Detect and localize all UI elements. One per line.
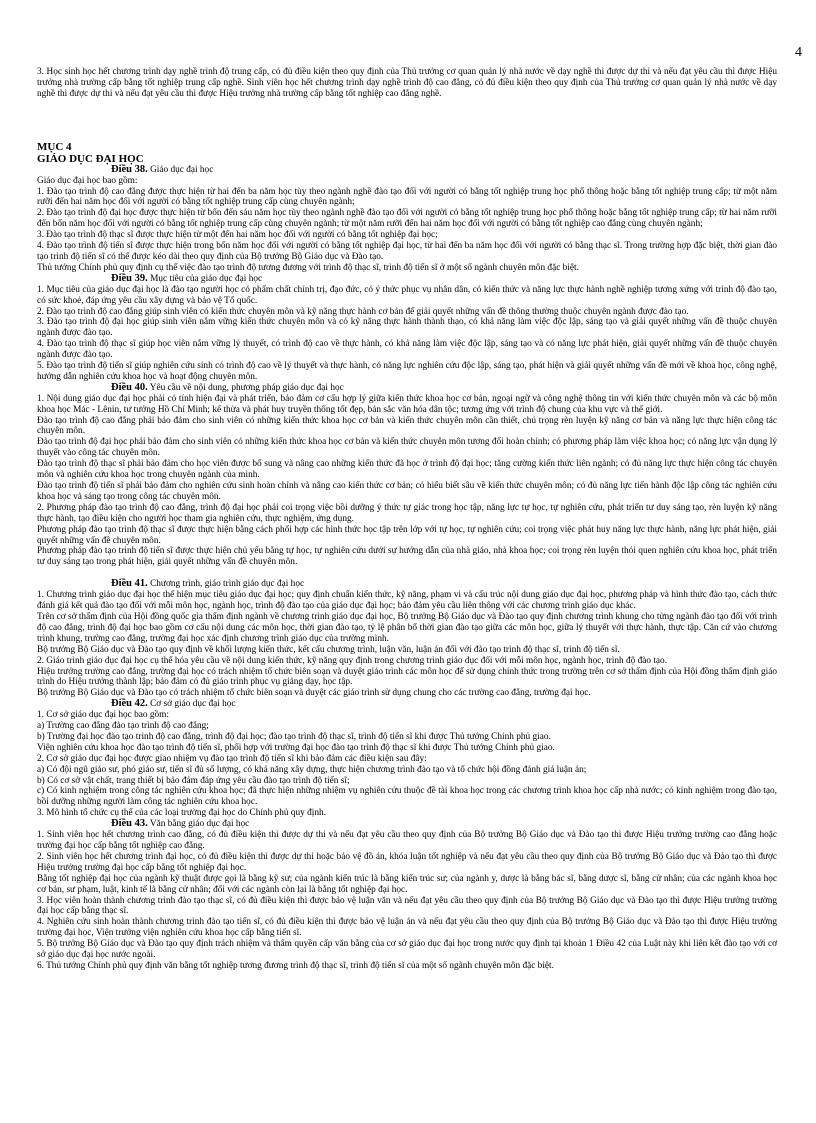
article-43-line: 6. Thủ tướng Chính phủ quy định văn bằng tốt nghiệp tương đương trình độ thạc sĩ, trình độ tiến sĩ của một số ngành chuyên môn đặc biệt.	[37, 960, 554, 971]
article-39-line: 1. Mục tiêu của giáo dục đại học là đào tạo người học có phẩm chất chính trị, đạo đức, có ý thức phục vụ nhân dân, có kiến thức và năng lực thực hành nghề nghiệp tương xứng với trình độ đào tạo, có sức khoẻ, đáp ứng yêu cầu xây dựng và bảo vệ Tổ quốc.	[37, 284, 777, 306]
article-38-line: Thủ tướng Chính phủ quy định cụ thể việc đào tạo trình độ tương đương với trình độ thạc sĩ, trình độ tiến sĩ ở một số ngành chuyên môn đặc biệt.	[37, 262, 579, 273]
section-title: GIÁO DỤC ĐẠI HỌC	[37, 152, 144, 165]
article-38-number: Điều 38.	[111, 163, 148, 175]
article-42-heading	[37, 699, 777, 710]
article-38-line: Giáo dục đại học bao gồm:	[37, 175, 138, 186]
article-38-line: 3. Đào tạo trình độ thạc sĩ được thực hiện từ một đến hai năm học đối với người có bằng tốt nghiệp đại học;	[37, 230, 438, 241]
article-40-number: Điều 40.	[111, 381, 148, 393]
article-41-line: Bộ trưởng Bộ Giáo dục và Đào tạo quy định về khối lượng kiến thức, kết cấu chương trình, luận văn, luận án đối với đào tạo trình độ thạc sĩ, trình độ tiến sĩ.	[37, 644, 620, 655]
article-43-line: 4. Nghiên cứu sinh hoàn thành chương trình đào tạo tiến sĩ, có đủ điều kiện thì được bảo vệ luận án và nếu đạt yêu cầu theo quy định của Bộ trưởng Bộ Giáo dục và Đào tạo thì được Hiệu trưởng trường đại học, Viện trưởng viện nghiên cứu khoa học cấp bằng tiến sĩ.	[37, 917, 777, 939]
article-39-number: Điều 39.	[111, 272, 148, 284]
article-40-title: Yêu cầu về nội dung, phương pháp giáo dục đại học	[147, 382, 344, 393]
article-38-heading	[37, 165, 777, 176]
intro-paragraph: 3. Học sinh học hết chương trình dạy nghề trình độ trung cấp, có đủ điều kiện theo quy định của Thủ trưởng cơ quan quản lý nhà nước về dạy nghề thì được dự thi và nếu đạt yêu cầu thì được Hiệu trưởng nhà trường cấp bằng tốt nghiệp trung cấp nghề. Sinh viên học hết chương trình dạy nghề trình độ cao đẳng, có đủ điều kiện theo quy định của Thủ trưởng cơ quan quản lý nhà nước về dạy nghề thì được dự thi và nếu đạt yêu cầu thì được Hiệu trưởng nhà trường cấp bằng tốt nghiệp cao đẳng nghề.	[37, 67, 777, 99]
article-39-line: 4. Đào tạo trình độ thạc sĩ giúp học viên nắm vững lý thuyết, có trình độ cao về thực hành, có khả năng làm việc độc lập, sáng tạo và có năng lực phát hiện, giải quyết những vấn đề thuộc chuyên ngành được đào tạo.	[37, 339, 777, 361]
article-39-title: Mục tiêu của giáo dục đại học	[147, 273, 263, 284]
article-40-line: 1. Nội dung giáo dục đại học phải có tính hiện đại và phát triển, bảo đảm cơ cấu hợp lý giữa kiến thức khoa học cơ bản, ngoại ngữ và công nghệ thông tin với kiến thức chuyên môn và các bộ môn khoa học Mác - Lênin, tư tưởng Hồ Chí Minh; kế thừa và phát huy truyền thống tốt đẹp, bản sắc văn hóa dân tộc; tương ứng với trình độ chung của khu vực và thế giới.	[37, 393, 777, 415]
article-39-line: 5. Đào tạo trình độ tiến sĩ giúp nghiên cứu sinh có trình độ cao về lý thuyết và thực hành, có năng lực nghiên cứu độc lập, sáng tạo, phát hiện và giải quyết những vấn đề mới về khoa học, công nghệ, hướng dẫn nghiên cứu khoa học và hoạt động chuyên môn.	[37, 361, 777, 382]
article-42-line: 3. Mô hình tổ chức cụ thể của các loại trường đại học do Chính phủ quy định.	[37, 808, 326, 819]
article-41-heading	[37, 579, 777, 590]
article-43-number: Điều 43.	[111, 818, 148, 830]
article-41-line: Trên cơ sở thẩm định của Hội đồng quốc gia thẩm định ngành về chương trình giáo dục đại học, Bộ trưởng Bộ Giáo dục và Đào tạo quy định chương trình khung cho từng ngành đào tạo đối với trình độ cao đẳng, trình độ đại học bao gồm cơ cấu nội dung các môn học, thời gian đào tạo, tỷ lệ phân bổ thời gian đào tạo giữa các môn học, giữa lý thuyết với thực hành, thực tập. Căn cứ vào chương trình khung, trường cao đẳng, trường đại học xác định chương trình giáo dục của trường mình.	[37, 611, 777, 644]
article-41-line: 1. Chương trình giáo dục đại học thể hiện mục tiêu giáo dục đại học; quy định chuẩn kiến thức, kỹ năng, phạm vi và cấu trúc nội dung giáo dục đại học, phương pháp và hình thức đào tạo, cách thức đánh giá kết quả đào tạo đối với mỗi môn học, ngành học, trình độ đào tạo của giáo dục đại học; bảo đảm yêu cầu liên thông với các chương trình giáo dục khác.	[37, 590, 777, 612]
section-number: MỤC 4	[37, 140, 72, 153]
article-43-line: 3. Học viên hoàn thành chương trình đào tạo thạc sĩ, có đủ điều kiện thì được bảo vệ luận văn và nếu đạt yêu cầu theo quy định của Bộ trưởng Bộ Giáo dục và Đào tạo thì được Hiệu trưởng trường đại học cấp bằng thạc sĩ.	[37, 895, 777, 917]
article-42-line: b) Có cơ sở vật chất, trang thiết bị bảo đảm đáp ứng yêu cầu đào tạo trình độ tiến sĩ;	[37, 775, 350, 786]
article-42-number: Điều 42.	[111, 698, 148, 710]
article-40-line: Đào tạo trình độ tiến sĩ phải bảo đảm cho nghiên cứu sinh hoàn chỉnh và nâng cao kiến thức cơ bản; có hiểu biết sâu về kiến thức chuyên môn; có đủ năng lực tiến hành độc lập công tác nghiên cứu khoa học và sáng tạo trong công tác chuyên môn.	[37, 481, 777, 502]
article-42-line: a) Có đội ngũ giáo sư, phó giáo sư, tiến sĩ đủ số lượng, có khả năng xây dựng, thực hiện chương trình đào tạo và tổ chức hội đồng đánh giá luận án;	[37, 764, 587, 775]
page-number: 4	[795, 45, 802, 60]
article-40-line: Phương pháp đào tạo trình độ tiến sĩ được thực hiện chủ yếu bằng tự học, tự nghiên cứu dưới sự hướng dẫn của nhà giáo, nhà khoa học; coi trọng rèn luyện thói quen nghiên cứu khoa học, phát triển tư duy sáng tạo trong phát hiện, giải quyết những vấn đề chuyên môn.	[37, 546, 777, 568]
article-42-title: Cơ sở giáo dục đại học	[147, 699, 236, 710]
article-42-line: a) Trường cao đẳng đào tạo trình độ cao đẳng;	[37, 721, 209, 732]
article-41-line: Hiệu trưởng trường cao đẳng, trường đại học có trách nhiệm tổ chức biên soạn và duyệt giáo trình các môn học để sử dụng chính thức trong trường trên cơ sở thẩm định của Hội đồng thẩm định giáo trình do Hiệu trưởng thành lập; bảo đảm có đủ giáo trình phục vụ giảng dạy, học tập.	[37, 666, 777, 688]
article-40-heading	[37, 383, 777, 394]
article-39-heading	[37, 274, 777, 285]
article-40-line: 2. Phương pháp đào tạo trình độ cao đẳng, trình độ đại học phải coi trọng việc bồi dưỡng ý thức tự giác trong học tập, năng lực tự học, tự nghiên cứu, phát triển tư duy sáng tạo, rèn luyện kỹ năng thực hành, tạo điều kiện cho người học tham gia nghiên cứu, thực nghiệm, ứng dụng.	[37, 502, 777, 524]
article-38-line: 1. Đào tạo trình độ cao đẳng được thực hiện từ hai đến ba năm học tùy theo ngành nghề đào tạo đối với người có bằng tốt nghiệp trung học phổ thông hoặc bằng tốt nghiệp trung cấp; từ một năm rưỡi đến hai năm học đối với người có bằng tốt nghiệp trung cấp cùng chuyên ngành;	[37, 186, 777, 208]
article-42-line: Viện nghiên cứu khoa học đào tạo trình độ tiến sĩ, phối hợp với trường đại học đào tạo trình độ thạc sĩ khi được Thủ tướng Chính phủ giao.	[37, 742, 555, 753]
article-40-line: Phương pháp đào tạo trình độ thạc sĩ được thực hiện bằng cách phối hợp các hình thức học tập trên lớp với tự học, tự nghiên cứu; coi trọng việc phát huy năng lực thực hành, năng lực phát hiện, giải quyết những vấn đề chuyên môn.	[37, 524, 777, 546]
article-39-line: 3. Đào tạo trình độ đại học giúp sinh viên nắm vững kiến thức chuyên môn và có kỹ năng thực hành thành thạo, có khả năng làm việc độc lập, sáng tạo và giải quyết những vấn đề thuộc chuyên ngành được đào tạo.	[37, 317, 777, 339]
article-43-title: Văn bằng giáo dục đại học	[147, 819, 250, 830]
article-40-line: Đào tạo trình độ đại học phải bảo đảm cho sinh viên có những kiến thức khoa học cơ bản và kiến thức chuyên môn tương đối hoàn chỉnh; có phương pháp làm việc khoa học; có năng lực vận dụng lý thuyết vào công tác chuyên môn.	[37, 437, 777, 459]
article-39-line: 2. Đào tạo trình độ cao đẳng giúp sinh viên có kiến thức chuyên môn và kỹ năng thực hành cơ bản để giải quyết những vấn đề thông thường thuộc chuyên ngành được đào tạo.	[37, 306, 689, 317]
article-43-line: 2. Sinh viên học hết chương trình đại học, có đủ điều kiện thì được dự thi hoặc bảo vệ đồ án, khóa luận tốt nghiệp và nếu đạt yêu cầu theo quy định của Bộ trưởng Bộ Giáo dục và Đào tạo thì được Hiệu trưởng trường đại học cấp bằng tốt nghiệp đại học.	[37, 851, 777, 873]
article-43-heading	[37, 819, 777, 830]
article-41-line: 2. Giáo trình giáo dục đại học cụ thể hóa yêu cầu về nội dung kiến thức, kỹ năng quy định trong chương trình giáo dục đối với mỗi môn học, ngành học, trình độ đào tạo.	[37, 655, 668, 666]
article-42-line: c) Có kinh nghiệm trong công tác nghiên cứu khoa học; đã thực hiện những nhiệm vụ nghiên cứu thuộc đề tài khoa học trong các chương trình khoa học cấp nhà nước; có kinh nghiệm trong đào tạo, bồi dưỡng những người làm công tác nghiên cứu khoa học.	[37, 786, 777, 808]
article-38-line: 4. Đào tạo trình độ tiến sĩ được thực hiện trong bốn năm học đối với người có bằng tốt nghiệp đại học, từ hai đến ba năm học đối với người có bằng thạc sĩ. Trong trường hợp đặc biệt, thời gian đào tạo trình độ tiến sĩ có thể được kéo dài theo quy định của Bộ trưởng Bộ Giáo dục và Đào tạo.	[37, 241, 777, 262]
article-38-line: 2. Đào tạo trình độ đại học được thực hiện từ bốn đến sáu năm học tùy theo ngành nghề đào tạo đối với người có bằng tốt nghiệp trung học phổ thông hoặc bằng tốt nghiệp trung cấp; từ hai năm rưỡi đến bốn năm học đối với người có bằng tốt nghiệp trung cấp cùng chuyên ngành; từ một năm rưỡi đến hai năm học đối với người có bằng tốt nghiệp cao đẳng cùng chuyên ngành;	[37, 208, 777, 230]
article-41-title: Chương trình, giáo trình giáo dục đại học	[147, 579, 305, 590]
article-41-number: Điều 41.	[111, 578, 148, 590]
article-40-line: Đào tạo trình độ cao đẳng phải bảo đảm cho sinh viên có những kiến thức khoa học cơ bản và kiến thức chuyên môn cần thiết, chú trọng rèn luyện kỹ năng cơ bản và năng lực thực hiện công tác chuyên môn.	[37, 415, 777, 437]
article-43-line: 1. Sinh viên học hết chương trình cao đẳng, có đủ điều kiện thì được dự thi và nếu đạt yêu cầu theo quy định của Bộ trưởng Bộ Giáo dục và Đào tạo thì được Hiệu trưởng trường cao đẳng hoặc trường đại học cấp bằng tốt nghiệp cao đẳng.	[37, 830, 777, 851]
article-43-line: 5. Bộ trưởng Bộ Giáo dục và Đào tạo quy định trách nhiệm và thẩm quyền cấp văn bằng của cơ sở giáo dục đại học trong nước quy định tại khoản 1 Điều 42 của Luật này khi liên kết đào tạo với cơ sở giáo dục đại học nước ngoài.	[37, 939, 777, 961]
article-40-line: Đào tạo trình độ thạc sĩ phải bảo đảm cho học viên được bổ sung và nâng cao những kiến thức đã học ở trình độ đại học; tăng cường kiến thức liên ngành; có đủ năng lực thực hiện công tác chuyên môn và nghiên cứu khoa học trong chuyên ngành của mình.	[37, 459, 777, 481]
article-43-line: Bằng tốt nghiệp đại học của ngành kỹ thuật được gọi là bằng kỹ sư; của ngành kiến trúc là bằng kiến trúc sư; của ngành y, dược là bằng bác sĩ, bằng dược sĩ, bằng cử nhân; của các ngành khoa học cơ bản, sư phạm, luật, kinh tế là bằng cử nhân; đối với các ngành còn lại là bằng tốt nghiệp đại học.	[37, 873, 777, 895]
article-41-line: Bộ trưởng Bộ Giáo dục và Đào tạo có trách nhiệm tổ chức biên soạn và duyệt các giáo trình sử dụng chung cho các trường cao đẳng, trường đại học.	[37, 688, 591, 699]
article-42-line: b) Trường đại học đào tạo trình độ cao đẳng, trình độ đại học; đào tạo trình độ thạc sĩ, trình độ tiến sĩ khi được Thủ tướng Chính phủ giao.	[37, 731, 551, 742]
article-38-title: Giáo dục đại học	[147, 164, 214, 175]
article-42-line: 2. Cơ sở giáo dục đại học được giao nhiệm vụ đào tạo trình độ tiến sĩ khi bảo đảm các điều kiện sau đây:	[37, 753, 427, 764]
document-body	[37, 67, 777, 972]
article-42-line: 1. Cơ sở giáo dục đại học bao gồm:	[37, 710, 169, 721]
